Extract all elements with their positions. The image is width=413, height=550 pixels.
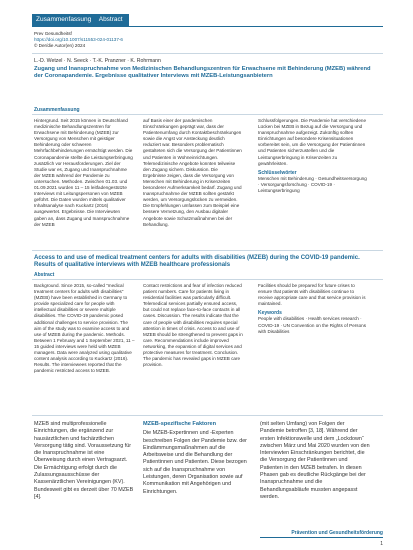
journal-footer: Prävention und Gesundheitsförderung	[291, 530, 383, 536]
tab-zusammenfassung: Zusammenfassung	[36, 16, 92, 23]
header-rule	[32, 26, 383, 27]
abstract-col-3-text: Facilities should be prepared for future crises to ensure that patients with disabilities continue to receive appropriate care and that service provision is maintained.	[258, 283, 366, 307]
zusammenfassung-col-1: Hintergrund. Seit 2015 können in Deutschland medizinische Behandlungszentren für Erwachsene mit Behinderung (MZEB) zur Versorgung von Menschen mit geistiger Behinderung oder schweren Mehrfachbehinderungen ermächtigt werden. Die Coronapandemie stellte die Leistungserbringung zusätzlich vor Herausforderungen. Ziel der Studie war es, Zugang und Inanspruchnahme der MZEB während der Pandemie zu untersuchen. Methoden. Zwischen 01.03. und 01.09.2021 wurden 11 – 15 leitfadengestützte Interviews mit Leitungspersonen von MZEB geführt. Die Daten wurden mittels qualitativer Inhaltsanalyse nach Kuckartz (2016) ausgewertet. Ergebnisse. Die Interviewten gaben an, dass Zugang und Inanspruchnahme der MZEB	[34, 118, 133, 227]
abstract-heading: Abstract	[34, 272, 55, 278]
body-col-2	[143, 421, 251, 496]
schluesselwoerter-list: Menschen mit Behinderung · Gesundheitsversorgung · Versorgungsforschung · COVID-19 · Leistungserbringung	[258, 175, 367, 194]
schluesselwoerter-heading: Schlüsselwörter	[258, 169, 297, 176]
author-list: L.-D. Wetzel · N. Seeck · T.-K. Pranzner · K. Rohrmann	[34, 58, 161, 64]
abstract-col-3	[258, 283, 368, 335]
article-title-german: Zugang und Inanspruchnahme von Medizinischen Behandlungszentren für Erwachsene mit Behinderung (MZEB) während der Coronapandemie. Ergebnisse qualitativer Interviews mit MZEB-Leistungsanbietern	[34, 66, 371, 80]
doi-link[interactable]: https://doi.org/10.1007/s11553-024-01137-6	[34, 37, 123, 42]
divider	[32, 250, 383, 251]
body-section-heading: MZEB-spezifische Faktoren	[143, 421, 217, 427]
divider	[32, 415, 383, 416]
body-col-1: MZEB sind multiprofessionelle Einrichtungen, die ergänzend zur hausärztlichen und fachärztlichen Versorgung tätig sind. Voraussetzung für die Inanspruchnahme ist eine Überweisung durch einen Vertragsarzt. Die Ermächtigung erfolgt durch die Zulassungsausschüsse der Kassenärztlichen Vereinigungen (KV). Bundesweit gibt es derzeit über 70 MZEB [4].	[34, 421, 134, 500]
abstract-col-1: Background. Since 2015, so-called “medical treatment centers for adults with disabilities” (MZEB) have been established in Germany to provide specialized care for people with intellectual disabilities or severe multiple disabilities. The COVID-19 pandemic posed additional challenges to service provision. The aim of the study was to examine access to and use of MZEB during the pandemic. Methods. Between 1 February and 1 September 2021, 11 – 15 guided interviews were held with MZEB managers. Data were analyzed using qualitative content analysis according to Kuckartz (2016). Results. The interviewees reported that the pandemic restricted access to MZEB.	[34, 283, 135, 374]
keywords-list: People with disabilities · Health services research · COVID-19 · UN Convention on the Rights of Persons with Disabilities	[258, 316, 367, 334]
page-number: 1	[380, 541, 383, 547]
article-meta	[34, 31, 123, 49]
divider	[32, 114, 383, 115]
zusammenfassung-heading: Zusammenfassung	[34, 107, 80, 113]
footer-rule	[260, 537, 383, 538]
copyright-line: © Der/die Autor(en) 2024	[34, 43, 86, 48]
abstract-col-2: Contact restrictions and fear of infection reduced patient numbers. Care for patients living in residential facilities was particularly difficult. Telemedical services partially ensured access, but could not replace face-to-face contacts in all cases. Discussion. The results indicate that the care of people with disabilities requires special attention in times of crisis. Access to and use of MZEB should be strengthened to prevent gaps in care. Recommendations include improved networking, the expansion of digital services and protective measures for treatment. Conclusion. The pandemic has revealed gaps in MZEB care provision.	[143, 283, 243, 368]
zusammenfassung-col-2: auf Basis einer der pandemischen Einschränkungen geprägt war, dass der Patientenumfang durch Kontaktbeschränkungen sowie die Angst vor Ansteckung deutlich reduziert war. Besonders problematisch gestalteten sich die Versorgung der Patientinnen und Patienten in Wohneinrichtungen. Telemedizinische Angebote konnten teilweise den Zugang sichern. Diskussion. Die Ergebnisse zeigen, dass die Versorgung von Menschen mit Behinderung in Krisenzeiten besonderer Aufmerksamkeit bedarf. Zugang und Inanspruchnahme der MZEB sollten gestärkt werden, um Versorgungslücken zu vermeiden. Die Empfehlungen umfassen zum Beispiel eine bessere Vernetzung, den Ausbau digitaler Angebote sowie Schutzmaßnahmen bei der Behandlung.	[143, 118, 242, 227]
divider	[32, 53, 383, 54]
keywords-heading: Keywords	[258, 310, 282, 317]
section-tabs	[32, 14, 129, 26]
article-title-english: Access to and use of medical treatment centers for adults with disabilities (MZEB) during the COVID-19 pandemic. Results of qualitative interviews with MZEB healthcare professionals	[34, 255, 360, 269]
body-col-2-text: Die MZEB-Expertinnen und -Experten beschreiben Folgen der Pandemie bzw. der Eindämmungsmaßnahmen auf die Arbeitsweise und die Behandlung der Patientinnen und Patienten. Diese bezogen sich auf die Inanspruchnahme von Leistungen, deren Organisation sowie auf Kommunikation mit Angehörigen und Einrichtungen.	[143, 430, 247, 495]
journal-line: Prev Gesundheitsf	[34, 31, 72, 36]
tab-abstract: Abstract	[98, 16, 123, 23]
zusammenfassung-col-3-text: Schlussfolgerungen. Die Pandemie hat verschiedene Lücken bei MZEB in Bezug auf die Versorgung und Inanspruchnahme aufgezeigt. Zukünftig sollten Einrichtungen auf besondere Krisensituationen vorbereitet sein, um die Versorgung der Patientinnen und Patienten sicherzustellen und die Leistungserbringung in Krisenzeiten zu gewährleisten.	[258, 118, 367, 166]
divider	[32, 279, 383, 280]
body-col-3: (mit selten Umfang) von Folgen der Pandemie betroffen [3, 18]. Während der ersten Infektionswelle und dem „Lockdown“ zwischen März und Mai 2020 wurden von den Interviewten Einschränkungen berichtet, die die Versorgung der Patientinnen und Patienten in den MZEB betrafen. In diesen Phasen gab es deutliche Rückgänge bei der Inanspruchnahme und die Behandlungsabläufe mussten angepasst werden.	[260, 421, 370, 500]
zusammenfassung-col-3	[258, 118, 368, 194]
